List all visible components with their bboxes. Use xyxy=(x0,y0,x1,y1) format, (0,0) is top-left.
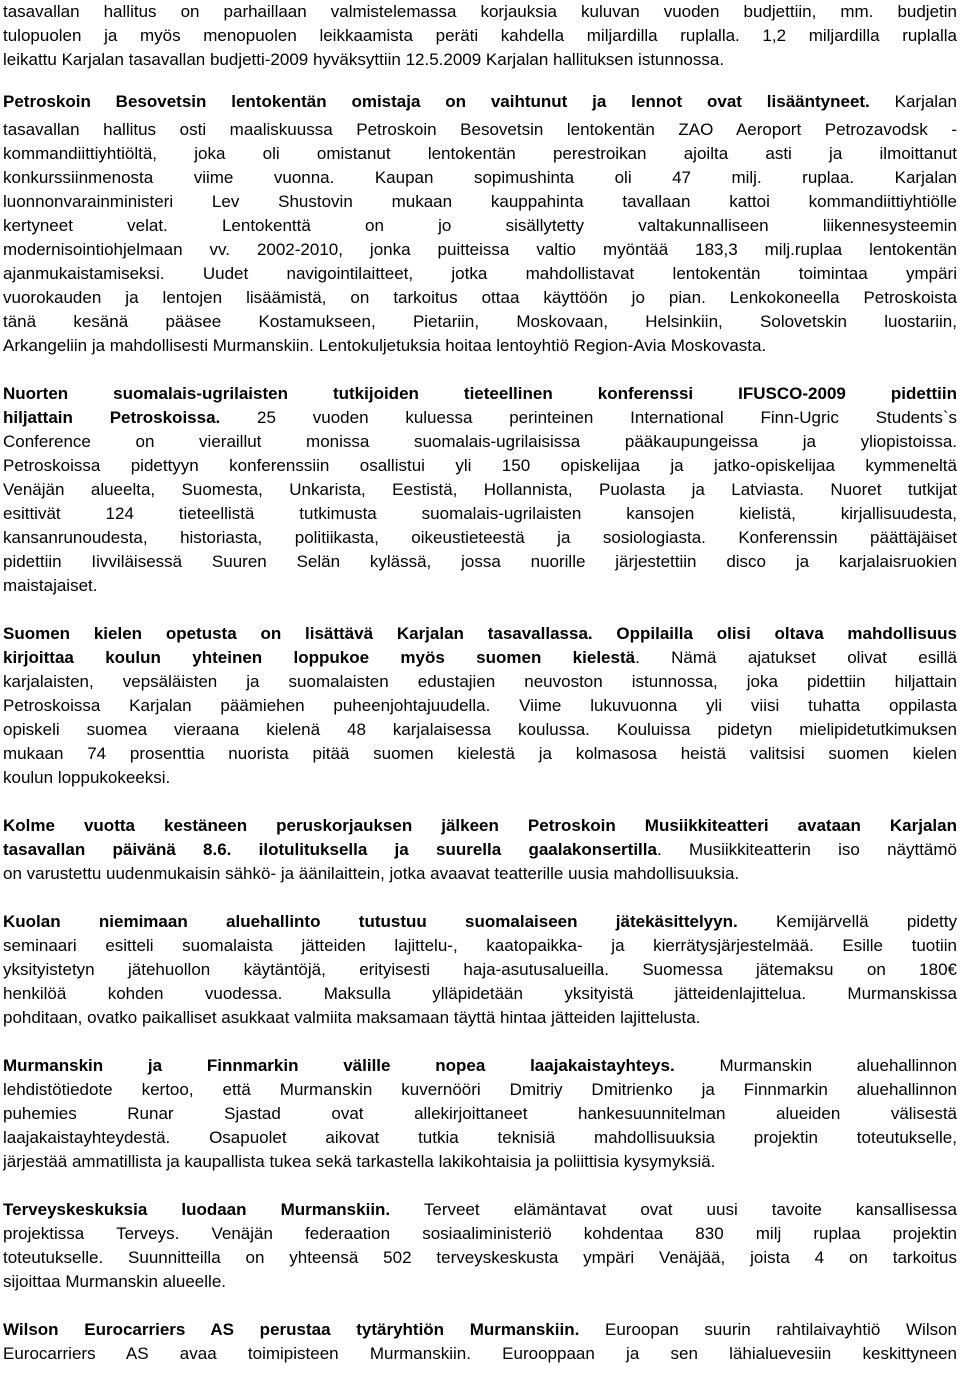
text-line xyxy=(3,838,957,862)
text-run: kertyneet velat. Lentokenttä on jo sisällytetty valtakunnalliseen liikennesysteemin xyxy=(3,216,957,235)
text-run: tänä kesänä pääsee Kostamukseen, Pietariin, Moskovaan, Helsinkiin, Solovetskin luostariin, xyxy=(3,312,957,331)
text-line xyxy=(3,190,957,214)
text-run: puhemies Runar Sjastad ovat allekirjoittaneet hankesuunnitelman alueiden välisestä xyxy=(3,1104,957,1123)
text-line xyxy=(3,862,957,886)
text-line xyxy=(3,478,957,502)
text-line xyxy=(3,982,957,1006)
text-line xyxy=(3,1246,957,1270)
text-run: konkurssiinmenosta viime vuonna. Kaupan sopimushinta oli 47 milj. ruplaa. Karjalan xyxy=(3,168,957,187)
text-run: tasavallan hallitus on parhaillaan valmistelemassa korjauksia kuluvan vuoden budjettiin, mm. budjetin xyxy=(3,2,957,21)
text-run: järjestää ammatillista ja kaupallista tukea sekä tarkastella lakikohtaisia ja poliittisia kysymyksiä. xyxy=(3,1152,716,1171)
text-line xyxy=(3,694,957,718)
bold-text-run: Kolme vuotta kestäneen peruskorjauksen jälkeen Petroskoin Musiikkiteatteri avataan Karjalan xyxy=(3,816,957,835)
text-run: Eurocarriers AS avaa toimipisteen Murmanskiin. Eurooppaan ja sen lähialuevesiin keskittyneen xyxy=(3,1344,957,1363)
text-line xyxy=(3,1078,957,1102)
text-line xyxy=(3,958,957,982)
text-run: on varustettu uudenmukaisin sähkö- ja äänilaittein, jotka avaavat teatterille uusia mahdollisuuksia. xyxy=(3,864,740,883)
text-run: . Musiikkiteatterin iso näyttämö xyxy=(656,840,957,859)
text-run: opiskeli suomea vieraana kielenä 48 karjalaisessa koulussa. Kouluissa pidetyn mielipidetutkimuksen xyxy=(3,720,957,739)
text-run: leikattu Karjalan tasavallan budjetti-2009 hyväksyttiin 12.5.2009 Karjalan hallituksen istunnossa. xyxy=(3,50,725,69)
text-line xyxy=(3,118,957,142)
text-line xyxy=(3,0,957,24)
text-run: laajakaistayhteydestä. Osapuolet aikovat tutkia teknisiä mahdollisuuksia projektin toteutukselle, xyxy=(3,1128,957,1147)
text-run: maistajaiset. xyxy=(3,576,98,595)
text-line xyxy=(3,262,957,286)
bold-text-run: tasavallan päivänä 8.6. ilotulituksella ja suurella gaalakonsertilla xyxy=(3,840,657,859)
text-line xyxy=(3,1270,957,1294)
text-run: Karjalan xyxy=(869,92,957,111)
text-run: luonnonvarainministeri Lev Shustovin mukaan kauppahinta tavallaan kattoi kommandiittiyhtiölle xyxy=(3,192,957,211)
text-run: karjalaisten, vepsäläisten ja suomalaisten edustajien neuvoston istunnossa, joka pidettiin hiljattain xyxy=(3,672,957,691)
text-line xyxy=(3,310,957,334)
text-line xyxy=(3,526,957,550)
text-line xyxy=(3,814,957,838)
text-run: mukaan 74 prosenttia nuorista pitää suomen kielestä ja kolmasosa heistä valitsisi suomen kielen xyxy=(3,744,957,763)
text-line xyxy=(3,48,957,72)
text-run: Conference on vieraillut monissa suomalais-ugrilaisissa pääkaupungeissa ja yliopistoissa. xyxy=(3,432,957,451)
text-line xyxy=(3,166,957,190)
text-run: 25 vuoden kuluessa perinteinen International Finn-Ugric Students`s xyxy=(220,408,957,427)
bold-text-run: Suomen kielen opetusta on lisättävä Karjalan tasavallassa. Oppilailla olisi oltava mahdollisuus xyxy=(3,624,957,643)
text-line xyxy=(3,1318,957,1342)
text-line xyxy=(3,238,957,262)
text-run: Petroskoissa Karjalan päämiehen puheenjohtajuudella. Viime lukuvuonna yli viisi tuhatta oppilasta xyxy=(3,696,957,715)
bold-text-run: Kuolan niemimaan aluehallinto tutustuu suomalaiseen jätekäsittelyyn. xyxy=(3,912,738,931)
bold-text-run: hiljattain Petroskoissa. xyxy=(3,408,221,427)
text-line xyxy=(3,334,957,358)
text-line xyxy=(3,934,957,958)
text-line xyxy=(3,622,957,646)
text-run: kansanrunoudesta, historiasta, politiikasta, oikeustieteestä ja sosiologiasta. Konferenssin päättäjäiset xyxy=(3,528,957,547)
bold-text-run: Terveyskeskuksia luodaan Murmanskiin. xyxy=(3,1200,391,1219)
text-line xyxy=(3,910,957,934)
text-run: Arkangeliin ja mahdollisesti Murmanskiin. Lentokuljetuksia hoitaa lentoyhtiö Region-Avia Moskovasta. xyxy=(3,336,767,355)
text-run: Kemijärvellä pidetty xyxy=(737,912,957,931)
text-run: toteutukselle. Suunnitteilla on yhteensä 502 terveyskeskusta ympäri Venäjää, joista 4 on tarkoitus xyxy=(3,1248,957,1267)
text-line xyxy=(3,1054,957,1078)
text-line xyxy=(3,1342,957,1366)
text-line xyxy=(3,1006,957,1030)
text-line xyxy=(3,646,957,670)
text-line xyxy=(3,766,957,790)
text-line xyxy=(3,142,957,166)
text-line xyxy=(3,1150,957,1174)
text-line xyxy=(3,550,957,574)
text-line xyxy=(3,574,957,598)
text-line xyxy=(3,502,957,526)
text-run: Petroskoissa pidettyyn konferenssiin osallistui yli 150 opiskelijaa ja jatko-opiskelijaa kymmeneltä xyxy=(3,456,957,475)
bold-text-run: Nuorten suomalais-ugrilaisten tutkijoiden tieteellinen konferenssi IFUSCO-2009 pidettiin xyxy=(3,384,957,403)
text-run: . Nämä ajatukset olivat esillä xyxy=(635,648,957,667)
text-line xyxy=(3,406,957,430)
text-run: koulun loppukokeeksi. xyxy=(3,768,171,787)
text-run: Venäjän alueelta, Suomesta, Unkarista, Eestistä, Hollannista, Puolasta ja Latviasta. Nuoret tutkijat xyxy=(3,480,957,499)
text-run: seminaari esitteli suomalaista jätteiden lajittelu-, kaatopaikka- ja kierrätysjärjestelmää. Esille tuotiin xyxy=(3,936,957,955)
text-line xyxy=(3,718,957,742)
text-line xyxy=(3,1198,957,1222)
text-line xyxy=(3,742,957,766)
bold-text-run: Petroskoin Besovetsin lentokentän omistaja on vaihtunut ja lennot ovat lisääntyneet. xyxy=(3,92,870,111)
text-line xyxy=(3,382,957,406)
text-run: esittivät 124 tieteellistä tutkimusta suomalais-ugrilaisten kansojen kielistä, kirjallisuudesta, xyxy=(3,504,957,523)
text-line xyxy=(3,286,957,310)
text-line xyxy=(3,1102,957,1126)
text-line xyxy=(3,454,957,478)
text-run: yksityistetyn jätehuollon käytäntöjä, erityisesti haja-asutusalueilla. Suomessa jätemaksu on 180€ xyxy=(3,960,957,979)
text-line xyxy=(3,430,957,454)
bold-text-run: Wilson Eurocarriers AS perustaa tytäryhtiön Murmanskiin. xyxy=(3,1320,580,1339)
text-run: lehdistötiedote kertoo, että Murmanskin kuvernööri Dmitriy Dmitrienko ja Finnmarkin aluehallinnon xyxy=(3,1080,957,1099)
text-run: pidettiin Iivviläisessä Suuren Selän kylässä, jossa nuorille järjestettiin disco ja karjalaisruokien xyxy=(3,552,957,571)
text-line xyxy=(3,90,957,114)
text-run: henkilöä kohden vuodessa. Maksulla ylläpidetään yksityistä jätteidenlajittelua. Murmanskissa xyxy=(3,984,957,1003)
bold-text-run: Murmanskin ja Finnmarkin välille nopea laajakaistayhteys. xyxy=(3,1056,675,1075)
text-line xyxy=(3,670,957,694)
text-run: pohditaan, ovatko paikalliset asukkaat valmiita maksamaan täyttä hintaa jätteiden lajittelusta. xyxy=(3,1008,701,1027)
text-run: sijoittaa Murmanskin alueelle. xyxy=(3,1272,226,1291)
text-run: modernisointiohjelmaan vv. 2002-2010, jonka puitteissa valtio myöntää 183,3 milj.ruplaa lentokentän xyxy=(3,240,957,259)
text-run: tasavallan hallitus osti maaliskuussa Petroskoin Besovetsin lentokentän ZAO Aeroport Petrozavodsk - xyxy=(3,120,957,139)
bold-text-run: kirjoittaa koulun yhteinen loppukoe myös suomen kielestä xyxy=(3,648,636,667)
text-run: tulopuolen ja myös menopuolen leikkaamista peräti kahdella miljardilla ruplalla. 1,2 miljardilla ruplalla xyxy=(3,26,957,45)
text-run: Terveet elämäntavat ovat uusi tavoite kansallisessa xyxy=(390,1200,957,1219)
text-run: Euroopan suurin rahtilaivayhtiö Wilson xyxy=(579,1320,957,1339)
text-line xyxy=(3,214,957,238)
text-line xyxy=(3,1126,957,1150)
text-run: ajanmukaistamiseksi. Uudet navigointilaitteet, jotka mahdollistavat lentokentän toimintaa ympäri xyxy=(3,264,957,283)
text-line xyxy=(3,1222,957,1246)
text-line xyxy=(3,24,957,48)
text-run: vuorokauden ja lentojen lisäämistä, on tarkoitus ottaa käyttöön jo pian. Lenkokoneella Petroskoista xyxy=(3,288,957,307)
text-run: kommandiittiyhtiöltä, joka oli omistanut lentokentän perestroikan ajoilta asti ja ilmoittanut xyxy=(3,144,957,163)
text-run: Murmanskin aluehallinnon xyxy=(674,1056,957,1075)
text-run: projektissa Terveys. Venäjän federaation sosiaaliministeriö kohdentaa 830 milj ruplaa projektin xyxy=(3,1224,957,1243)
